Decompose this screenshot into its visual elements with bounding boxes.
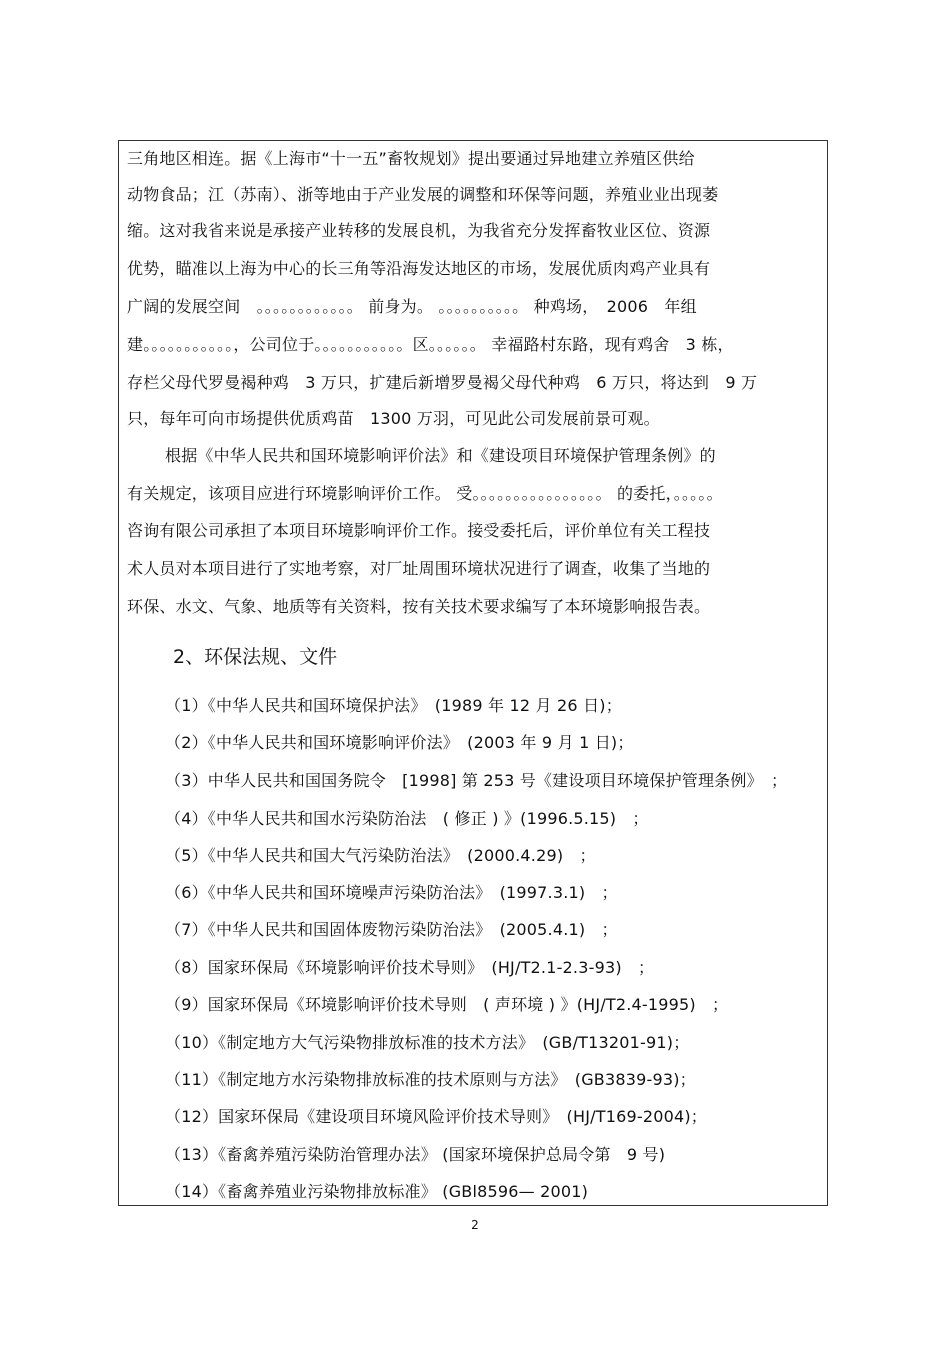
regulation-item: （3）中华人民共和国国务院令 [1998] 第 253 号《建设项目环境保护管理条例》 ； [165, 771, 788, 790]
page-number: 2 [471, 1218, 479, 1232]
section-heading: 2、环保法规、文件 [173, 646, 338, 668]
regulation-item: （2）《中华人民共和国环境影响评价法》 (2003 年 9 月 1 日)； [165, 733, 634, 752]
regulation-item: （12）国家环保局《建设项目环境风险评价技术导则》 (HJ/T169-2004)； [165, 1107, 707, 1126]
intro-line: 动物食品；江（苏南）、浙等地由于产业发展的调整和环保等问题，养殖业业出现萎 [127, 185, 719, 204]
commission-line: 环保、水文、气象、地质等有关资料，按有关技术要求编写了本环境影响报告表。 [127, 597, 711, 616]
regulation-item: （13）《畜禽养殖污染防治管理办法》 (国家环境保护总局令第 9 号) [165, 1145, 666, 1164]
regulation-item: （5）《中华人民共和国大气污染防治法》 (2000.4.29) ； [165, 846, 596, 865]
intro-line: 优势，瞄准以上海为中心的长三角等沿海发达地区的市场，发展优质肉鸡产业具有 [127, 259, 711, 278]
regulation-item: （6）《中华人民共和国环境噪声污染防治法》 (1997.3.1) ； [165, 883, 618, 902]
commission-line: 术人员对本项目进行了实地考察，对厂址周围环境状况进行了调查，收集了当地的 [127, 559, 711, 578]
intro-line: 三角地区相连。据《上海市“十一五”畜牧规划》提出要通过异地建立养殖区供给 [127, 149, 695, 168]
commission-line: 根据《中华人民共和国环境影响评价法》和《建设项目环境保护管理条例》的 [165, 446, 716, 465]
regulation-item: （4）《中华人民共和国水污染防治法 ( 修正 ) 》(1996.5.15) ； [165, 809, 649, 828]
regulation-item: （9）国家环保局《环境影响评价技术导则 ( 声环境 ) 》(HJ/T2.4-1995) ； [165, 995, 729, 1014]
regulation-item: （8）国家环保局《环境影响评价技术导则》 (HJ/T2.1-2.3-93) ； [165, 958, 655, 977]
regulation-item: （11）《制定地方水污染物排放标准的技术原则与方法》 (GB3839-93)； [165, 1070, 696, 1089]
regulation-item: （1）《中华人民共和国环境保护法》 (1989 年 12 月 26 日)； [165, 696, 622, 715]
intro-line: 只，每年可向市场提供优质鸡苗 1300 万羽，可见此公司发展前景可观。 [127, 409, 660, 428]
regulation-item: （7）《中华人民共和国固体废物污染防治法》 (2005.4.1) ； [165, 920, 618, 939]
intro-line: 建。。。。。。。。。。。，公司位于。。。。。。。。。。。区。。。。。。 幸福路村东路，现有鸡舍 3 栋， [127, 335, 734, 354]
intro-line: 缩。这对我省来说是承接产业转移的发展良机，为我省充分发挥畜牧业区位、资源 [127, 221, 711, 240]
intro-line: 存栏父母代罗曼褐种鸡 3 万只，扩建后新增罗曼褐父母代种鸡 6 万只，将达到 9 万 [127, 373, 758, 392]
intro-line: 广阔的发展空间 。。。。。。。。。。。。 前身为。 。。。。。。。。。。 种鸡场， 2006 年组 [127, 297, 697, 316]
document-frame [118, 140, 828, 1206]
regulation-item: （14）《畜禽养殖业污染物排放标准》 (GBl8596— 2001) [165, 1182, 589, 1201]
commission-line: 咨询有限公司承担了本项目环境影响评价工作。接受委托后，评价单位有关工程技 [127, 521, 711, 540]
commission-line: 有关规定，该项目应进行环境影响评价工作。 受。。。。。。。。。。。。。。。。 的委托，。。。。。 [127, 484, 723, 503]
regulation-item: （10）《制定地方大气污染物排放标准的技术方法》 (GB/T13201-91)； [165, 1033, 690, 1052]
